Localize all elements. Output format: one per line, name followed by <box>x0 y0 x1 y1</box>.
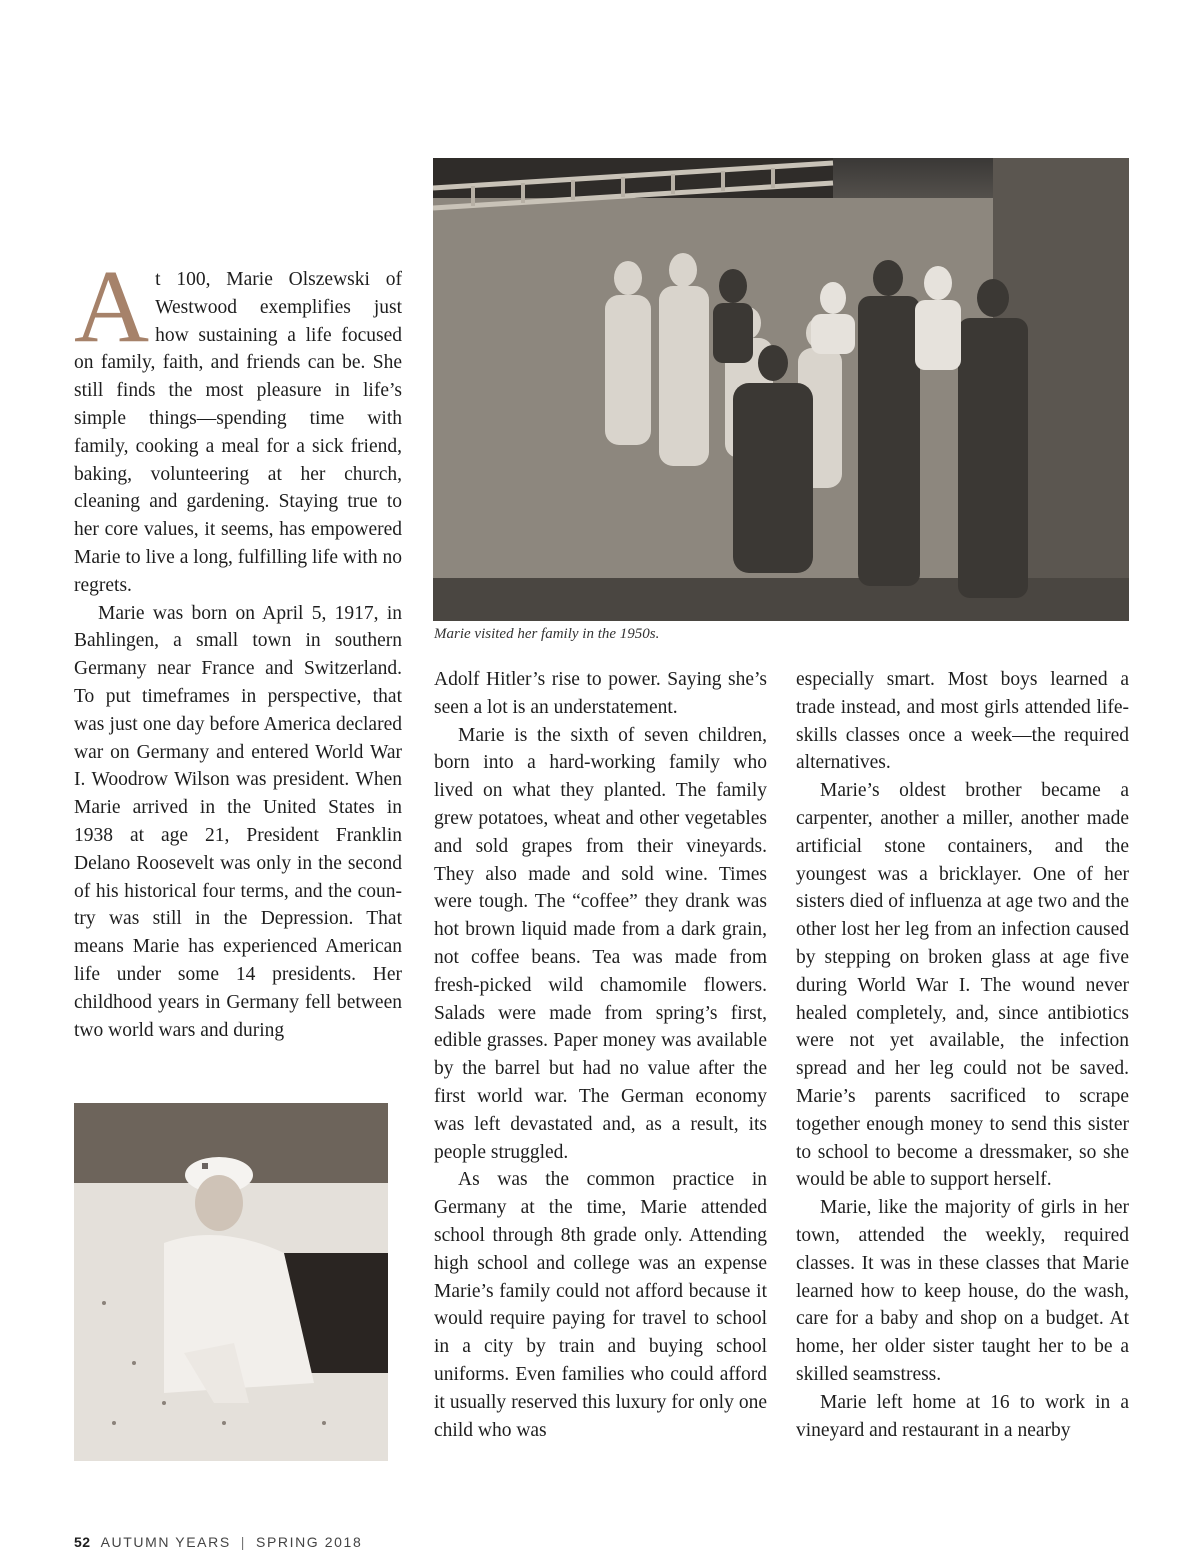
family-photo-caption: Marie visited her family in the 1950s. <box>434 626 660 642</box>
opening-paragraph-text: t 100, Marie Olszewski of Westwood exemplifies just how sustaining a life focused on family, faith, and friends can be. She still finds the most pleasure in life’s simple things—spending time with family, cooking a meal for a sick friend, baking, volunteering at her church, cleaning and gardening. Staying true to her core values, it seems, has empowered Marie to live a long, fulfilling life with no regrets. <box>74 269 402 596</box>
paragraph-school: As was the common practice in Germany at the time, Marie attended school through 8th grade only. Attending high school and college was an expense Marie’s family could not afford because it would require paying for travel to school in a city by train and buying school uniforms. Even families who could afford it usually reserved this luxury for only one child who was <box>434 1169 767 1441</box>
opening-paragraph <box>74 249 402 600</box>
issue-date: SPRING 2018 <box>256 1534 363 1550</box>
paragraph-continuation-hitler: Adolf Hitler’s rise to power. Saying she’s seen a lot is an understatement. <box>434 669 767 718</box>
drop-cap: A <box>74 249 150 364</box>
article-column-2 <box>434 666 767 1444</box>
footer-separator: | <box>240 1534 247 1550</box>
article-column-3 <box>796 666 1129 1444</box>
paragraph-classes: Marie, like the majority of girls in her town, attended the weekly, required classes. It was in these classes that Marie learned how to keep house, do the wash, care for a baby and shop on a budget. At home, her older sister taught her to be a skilled seamstress. <box>796 1197 1129 1385</box>
article-column-1 <box>74 249 402 1044</box>
page-footer <box>74 1534 362 1550</box>
paragraph-siblings: Marie’s oldest brother became a carpenter, another a miller, another made artificial stone containers, and the youngest was a bricklayer. One of her sisters died of influenza at age two and the other lost her leg from an infection caused by stepping on broken glass at age five during World War I. The wound never healed completely, and, since antibiotics were not yet available, the infection spread and her leg could not be saved. Marie’s parents sacrificed to scrape together enough money to send this sister to school to become a dressmaker, so she would be able to support herself. <box>796 780 1129 1191</box>
family-group-photo <box>433 158 1129 621</box>
paragraph-left-home: Marie left home at 16 to work in a vineyard and restaurant in a nearby <box>796 1391 1129 1441</box>
paragraph-birth: Marie was born on April 5, 1917, in Bahlingen, a small town in southern Germany near France and Switzerland. To put timeframes in perspective, that was just one day before America declared war on Germany and entered World War I. Woodrow Wilson was president. When Marie arrived in the United States in 1938 at age 21, President Franklin Delano Roosevelt was only in the second of his historical four terms, and the country was still in the Depression. That means Marie has experienced American life under some 14 presidents. Her childhood years in Germany fell between two world wars and during <box>74 602 402 1041</box>
family-photo-illustration <box>433 158 1129 621</box>
nurse-photo-illustration <box>74 1103 388 1461</box>
paragraph-continuation-trade: especially smart. Most boys learned a trade instead, and most girls attended life-skills classes once a week—the required alternatives. <box>796 669 1129 774</box>
publication-name: AUTUMN YEARS <box>100 1534 231 1550</box>
paragraph-family: Marie is the sixth of seven children, born into a hard-working family who lived on what they planted. The family grew potatoes, wheat and other vegetables and sold grapes from their vineyards. They also made and sold wine. Times were tough. The “coffee” they drank was hot brown liquid made from a dark grain, not coffee beans. Tea was made from fresh-picked wild chamomile flowers. Salads were made from spring’s first, edible grasses. Paper money was available by the barrel but had no value after the first world war. The German economy was left devastated and, as a result, its people struggled. <box>434 724 767 1163</box>
page-number: 52 <box>74 1534 91 1550</box>
nurse-snow-photo <box>74 1103 388 1461</box>
